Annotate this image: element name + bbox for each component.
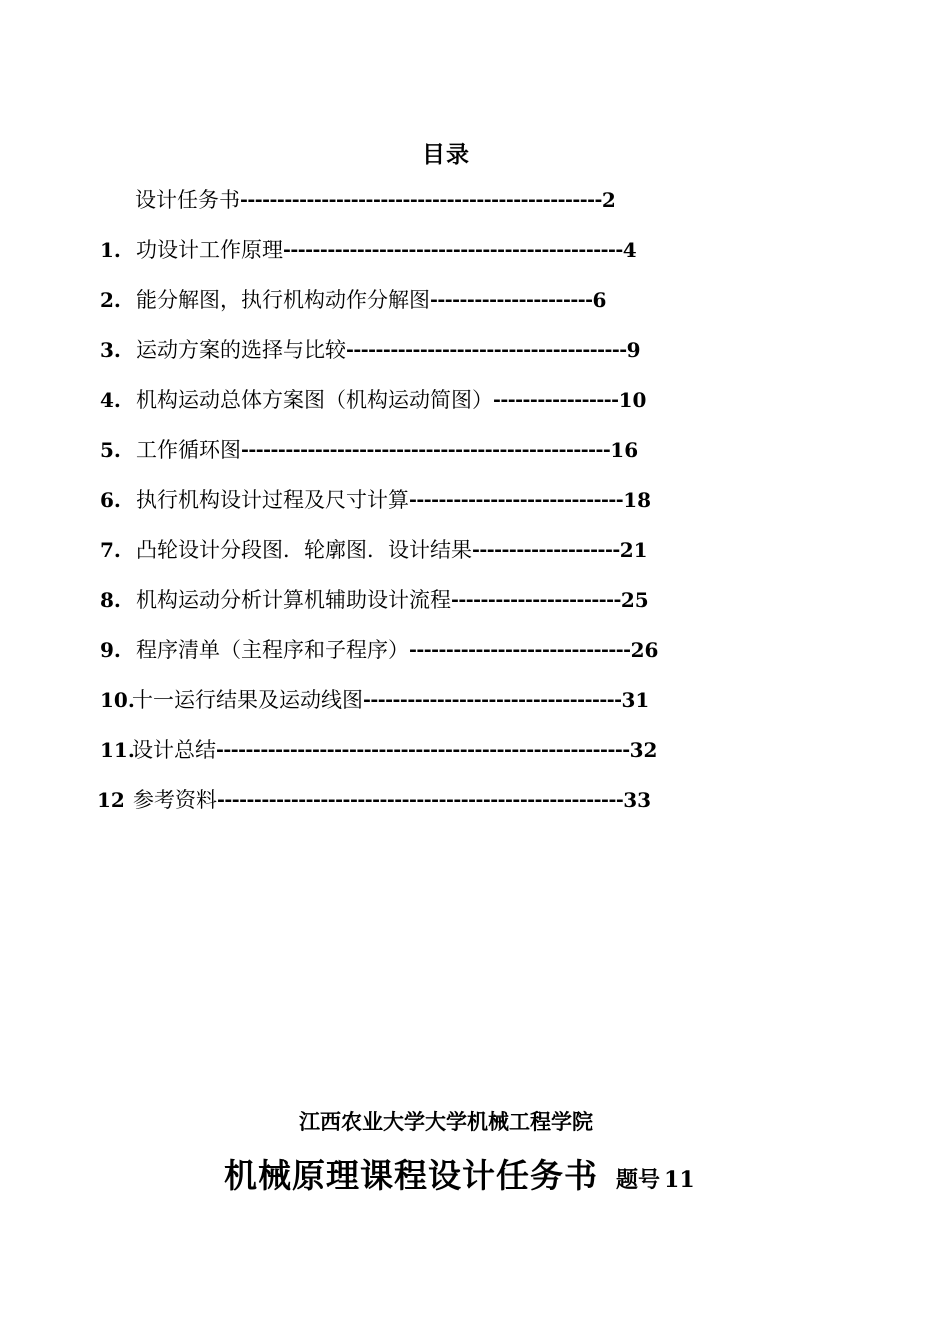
toc-entry-page: 32 [629, 738, 658, 762]
toc-entry-number: 4. [100, 388, 121, 412]
toc-entry-leader: ----------------------- [451, 589, 621, 611]
toc-entry-page: 6 [592, 288, 607, 312]
toc-entry-leader: ---------------------- [430, 289, 593, 311]
task-number-value: 11 [664, 1167, 695, 1193]
toc-entry-title: 功设计工作原理 [136, 238, 283, 262]
toc-entry-leader: -------------------- [472, 539, 620, 561]
toc-entry[interactable] [100, 236, 637, 264]
toc-entry-page: 18 [623, 488, 652, 512]
toc-entry-leader: ----------------- [493, 389, 619, 411]
toc-entry-number: 7. [100, 538, 121, 562]
toc-entry-title: 设计总结 [132, 738, 216, 762]
toc-entry-title: 机构运动分析计算机辅助设计流程 [136, 588, 451, 612]
toc-entry-leader: -------------------------------------------------- [241, 439, 611, 461]
task-heading [224, 1150, 695, 1197]
toc-entry-title: 十一运行结果及运动线图 [132, 688, 363, 712]
toc-entry-page: 25 [620, 588, 649, 612]
toc-entry[interactable] [100, 336, 641, 364]
toc-entry-page: 4 [622, 238, 637, 262]
toc-entry-title: 能分解图，执行机构动作分解图 [136, 288, 430, 312]
toc-entry-leader: ----------------------------- [409, 489, 624, 511]
task-title: 机械原理课程设计任务书 [224, 1156, 598, 1195]
toc-entry[interactable] [100, 536, 648, 564]
toc-entry-number: 11. [100, 738, 135, 762]
toc-entry-title: 参考资料 [133, 788, 217, 812]
toc-entry-number: 10. [100, 688, 135, 712]
toc-entry-leader: ------------------------------------------------------- [217, 789, 624, 811]
toc-entry[interactable] [97, 786, 651, 814]
toc-entry-title: 机构运动总体方案图（机构运动简图） [136, 388, 493, 412]
toc-entry[interactable] [135, 186, 616, 214]
toc-entry[interactable] [100, 636, 658, 664]
toc-entry-number: 12 [97, 788, 125, 812]
toc-entry-leader: ----------------------------------- [363, 689, 622, 711]
college-name: 江西农业大学大学机械工程学院 [299, 1110, 593, 1134]
toc-entry[interactable] [100, 686, 649, 714]
toc-entry-page: 2 [601, 188, 616, 212]
toc-entry[interactable] [100, 286, 606, 314]
toc-entry-title: 执行机构设计过程及尺寸计算 [136, 488, 409, 512]
toc-entry-page: 9 [626, 338, 641, 362]
toc-entry-number: 8. [100, 588, 121, 612]
toc-entry-title: 凸轮设计分段图．轮廓图．设计结果 [136, 538, 472, 562]
toc-entry-page: 33 [623, 788, 652, 812]
toc-entry-leader: ------------------------------------------------- [240, 189, 602, 211]
toc-entry-page: 26 [630, 638, 659, 662]
toc-entry-number: 6. [100, 488, 121, 512]
toc-entry-page: 10 [618, 388, 647, 412]
toc-entry-page: 21 [619, 538, 648, 562]
toc-entry-title: 设计任务书 [135, 188, 240, 212]
toc-title: 目录 [422, 142, 470, 168]
toc-entry-page: 31 [621, 688, 650, 712]
toc-entry-number: 9. [100, 638, 121, 662]
toc-entry[interactable] [100, 586, 649, 614]
toc-entry[interactable] [100, 386, 646, 414]
toc-entry-title: 工作循环图 [136, 438, 241, 462]
toc-entry[interactable] [100, 736, 657, 764]
toc-entry-title: 程序清单（主程序和子程序） [136, 638, 409, 662]
toc-entry-leader: ---------------------------------------------- [283, 239, 623, 261]
toc-entry-page: 16 [610, 438, 639, 462]
toc-entry-leader: -------------------------------------- [346, 339, 627, 361]
toc-entry-number: 2. [100, 288, 121, 312]
task-number-label: 题号 [616, 1168, 661, 1193]
toc-entry-leader: -------------------------------------------------------- [216, 739, 630, 761]
toc-entry[interactable] [100, 486, 651, 514]
toc-entry-title: 运动方案的选择与比较 [136, 338, 346, 362]
toc-entry-number: 1. [100, 238, 121, 262]
toc-entry-number: 5. [100, 438, 121, 462]
toc-entry[interactable] [100, 436, 638, 464]
toc-entry-leader: ------------------------------ [409, 639, 631, 661]
toc-entry-number: 3. [100, 338, 121, 362]
